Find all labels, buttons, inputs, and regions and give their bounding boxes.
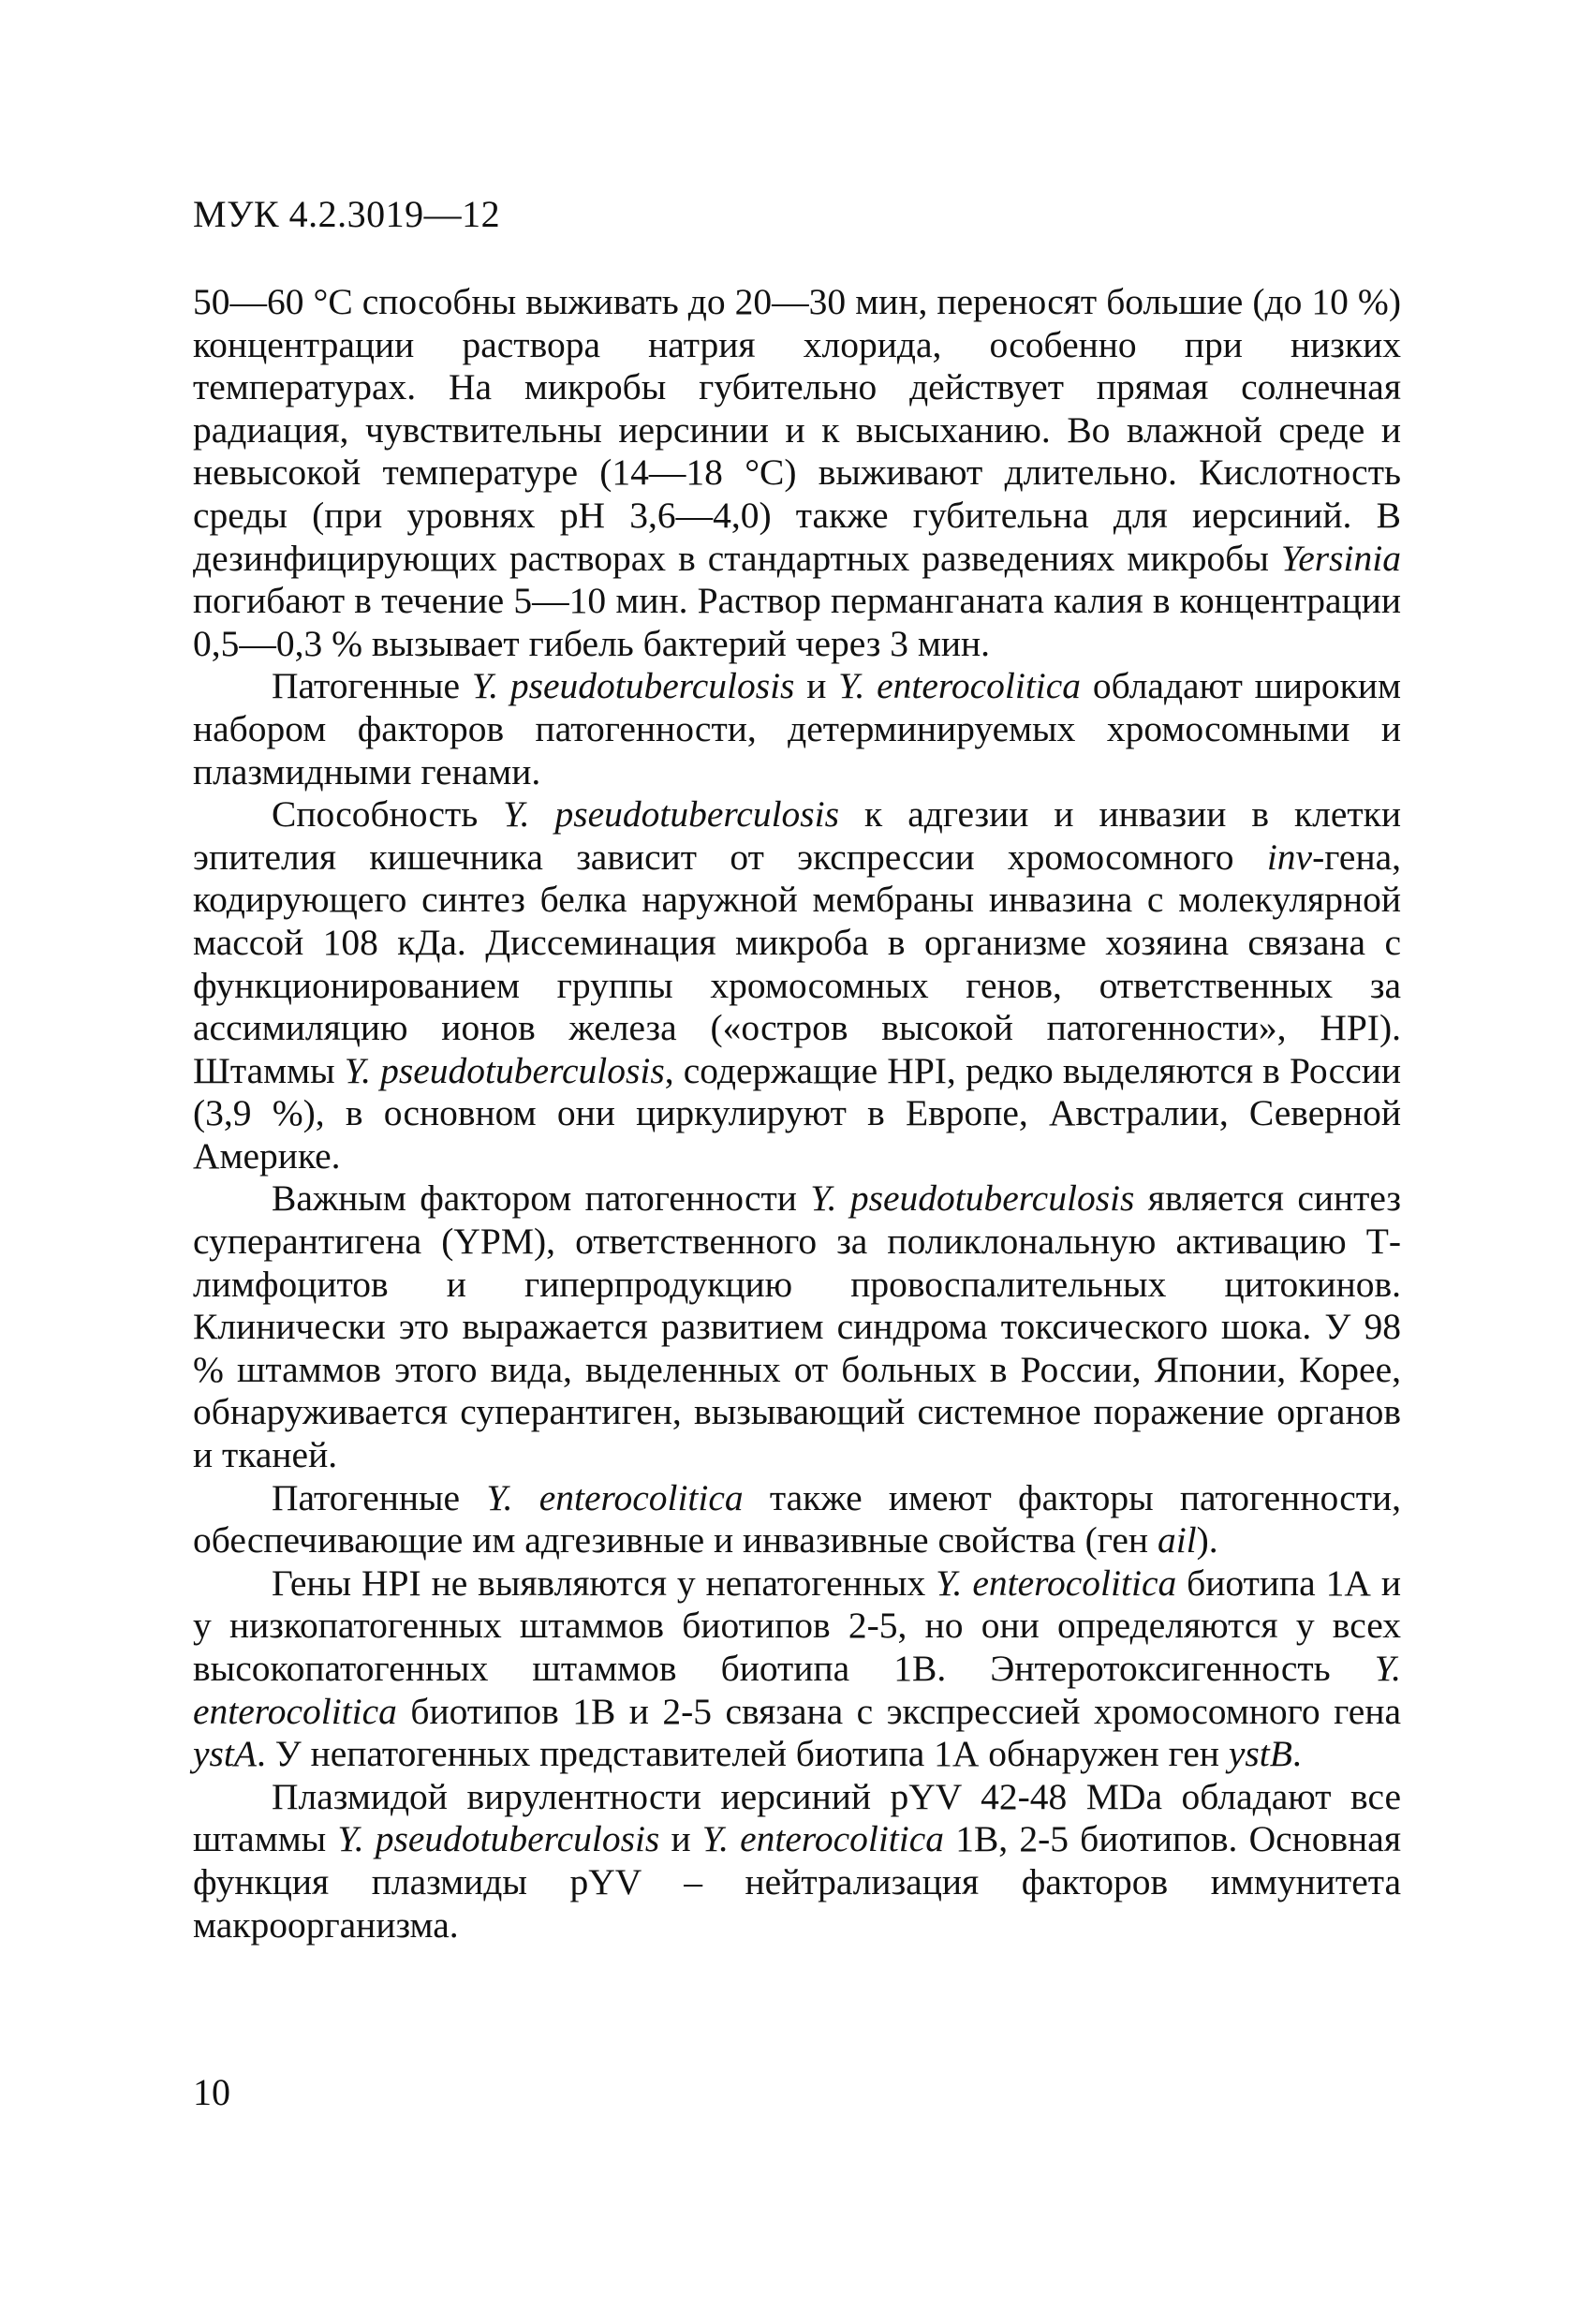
body-text	[193, 281, 1401, 1947]
paragraph	[193, 281, 1401, 665]
text-run: является синтез суперантигена (YPM), ответственного за поликлональную активацию Т-лимфоцитов и гиперпродукцию провоспалительных цитокинов. Клинически это выражается развитием синдрома токсического шока. У 98 % штаммов этого вида, выделенных от больных в России, Японии, Корее, обнаруживается суперантиген, вызывающий системное поражение органов и тканей.	[193, 1177, 1402, 1476]
text-run: Патогенные	[272, 1476, 487, 1518]
paragraph	[193, 1562, 1401, 1776]
paragraph	[193, 1776, 1401, 1947]
text-run: Патогенные	[272, 665, 472, 707]
gene-name: ail	[1157, 1519, 1197, 1562]
paragraph	[193, 793, 1401, 1177]
text-run: погибают в течение 5—10 мин. Раствор перманганата калия в концентрации 0,5—0,3 % вызывает гибель бактерий через 3 мин.	[193, 580, 1401, 664]
taxon-name: Y. enterocolitica	[838, 665, 1082, 707]
text-run: обладают широким набором факторов патогенности, детерминируемых хромосомными и плазмидными генами.	[193, 665, 1402, 792]
text-run: Гены HPI не выявляются у непатогенных	[272, 1562, 937, 1604]
taxon-name: Y. enterocolitica	[486, 1476, 744, 1518]
paragraph	[193, 1177, 1401, 1476]
taxon-name: Y. pseudotuberculosis	[337, 1818, 660, 1860]
text-run: биотипа 1А и у низкопатогенных штаммов биотипов 2-5, но они определяются у всех высокопатогенных штаммов биотипа 1В. Энтеротоксигенность	[193, 1562, 1402, 1689]
taxon-name: Y. enterocolitica	[193, 1648, 1401, 1732]
taxon-name: Y. pseudotuberculosis	[503, 793, 840, 836]
text-run: 1В, 2-5 биотипов. Основная функция плазмиды pYV – нейтрализация факторов иммунитета макроорганизма.	[193, 1818, 1402, 1946]
taxon-name: Y. pseudotuberculosis	[810, 1177, 1135, 1220]
text-run: .	[1291, 1733, 1302, 1775]
text-run: к адгезии и инвазии в клетки эпителия кишечника зависит от экспрессии хромосомного	[193, 793, 1402, 878]
paragraph	[193, 1477, 1401, 1562]
document-code-header: МУК 4.2.3019—12	[193, 193, 501, 235]
text-run: Важным фактором патогенности	[272, 1177, 811, 1220]
gene-name: ystA	[193, 1733, 258, 1775]
text-run: ).	[1196, 1519, 1218, 1562]
taxon-name: Yersinia	[1280, 537, 1401, 579]
text-run: и	[659, 1818, 702, 1860]
text-run: , содержащие HPI, редко выделяются в России (3,9 %), в основном они циркулируют в Европе, Австралии, Северной Америке.	[193, 1049, 1402, 1177]
text-run: биотипов 1В и 2-5 связана с экспрессией хромосомного гена	[396, 1690, 1401, 1732]
text-run: 50—60 °С способны выживать до 20—30 мин, переносят большие (до 10 %) концентрации раствора натрия хлорида, особенно при низких температурах. На микробы губительно действует прямая солнечная радиация, чувствительны иерсинии и к высыханию. Во влажной среде и невысокой температуре (14—18 °С) выживают длительно. Кислотность среды (при уровнях рН 3,6—4,0) также губительна для иерсиний. В дезинфицирующих растворах в стандартных разведениях микробы	[193, 281, 1401, 579]
text-run: также имеют факторы патогенности, обеспечивающие им адгезивные и инвазивные свойства (ген	[193, 1476, 1402, 1562]
text-run: и	[794, 665, 839, 707]
paragraph	[193, 665, 1401, 793]
taxon-name: Y. pseudotuberculosis	[471, 665, 795, 707]
text-run: . У непатогенных представителей биотипа 1А обнаружен ген	[257, 1733, 1229, 1775]
taxon-name: Y. pseudotuberculosis	[344, 1049, 665, 1091]
text-run: -гена, кодирующего синтез белка наружной мембраны инвазина с молекулярной массой 108 кДа. Диссеминация микроба в организме хозяина связана с функционированием группы хромосомных генов, ответственных за ассимиляцию ионов железа («остров высокой патогенности», HPI). Штаммы	[193, 836, 1401, 1091]
taxon-name: Y. enterocolitica	[936, 1562, 1177, 1604]
gene-name: inv	[1266, 836, 1313, 878]
text-run: Плазмидой вирулентности иерсиний pYV 42-48 MDa обладают все штаммы	[193, 1775, 1401, 1860]
text-run: Способность	[272, 793, 504, 836]
gene-name: ystB	[1228, 1733, 1292, 1775]
taxon-name: Y. enterocolitica	[701, 1818, 945, 1860]
page-number: 10	[193, 2071, 230, 2113]
